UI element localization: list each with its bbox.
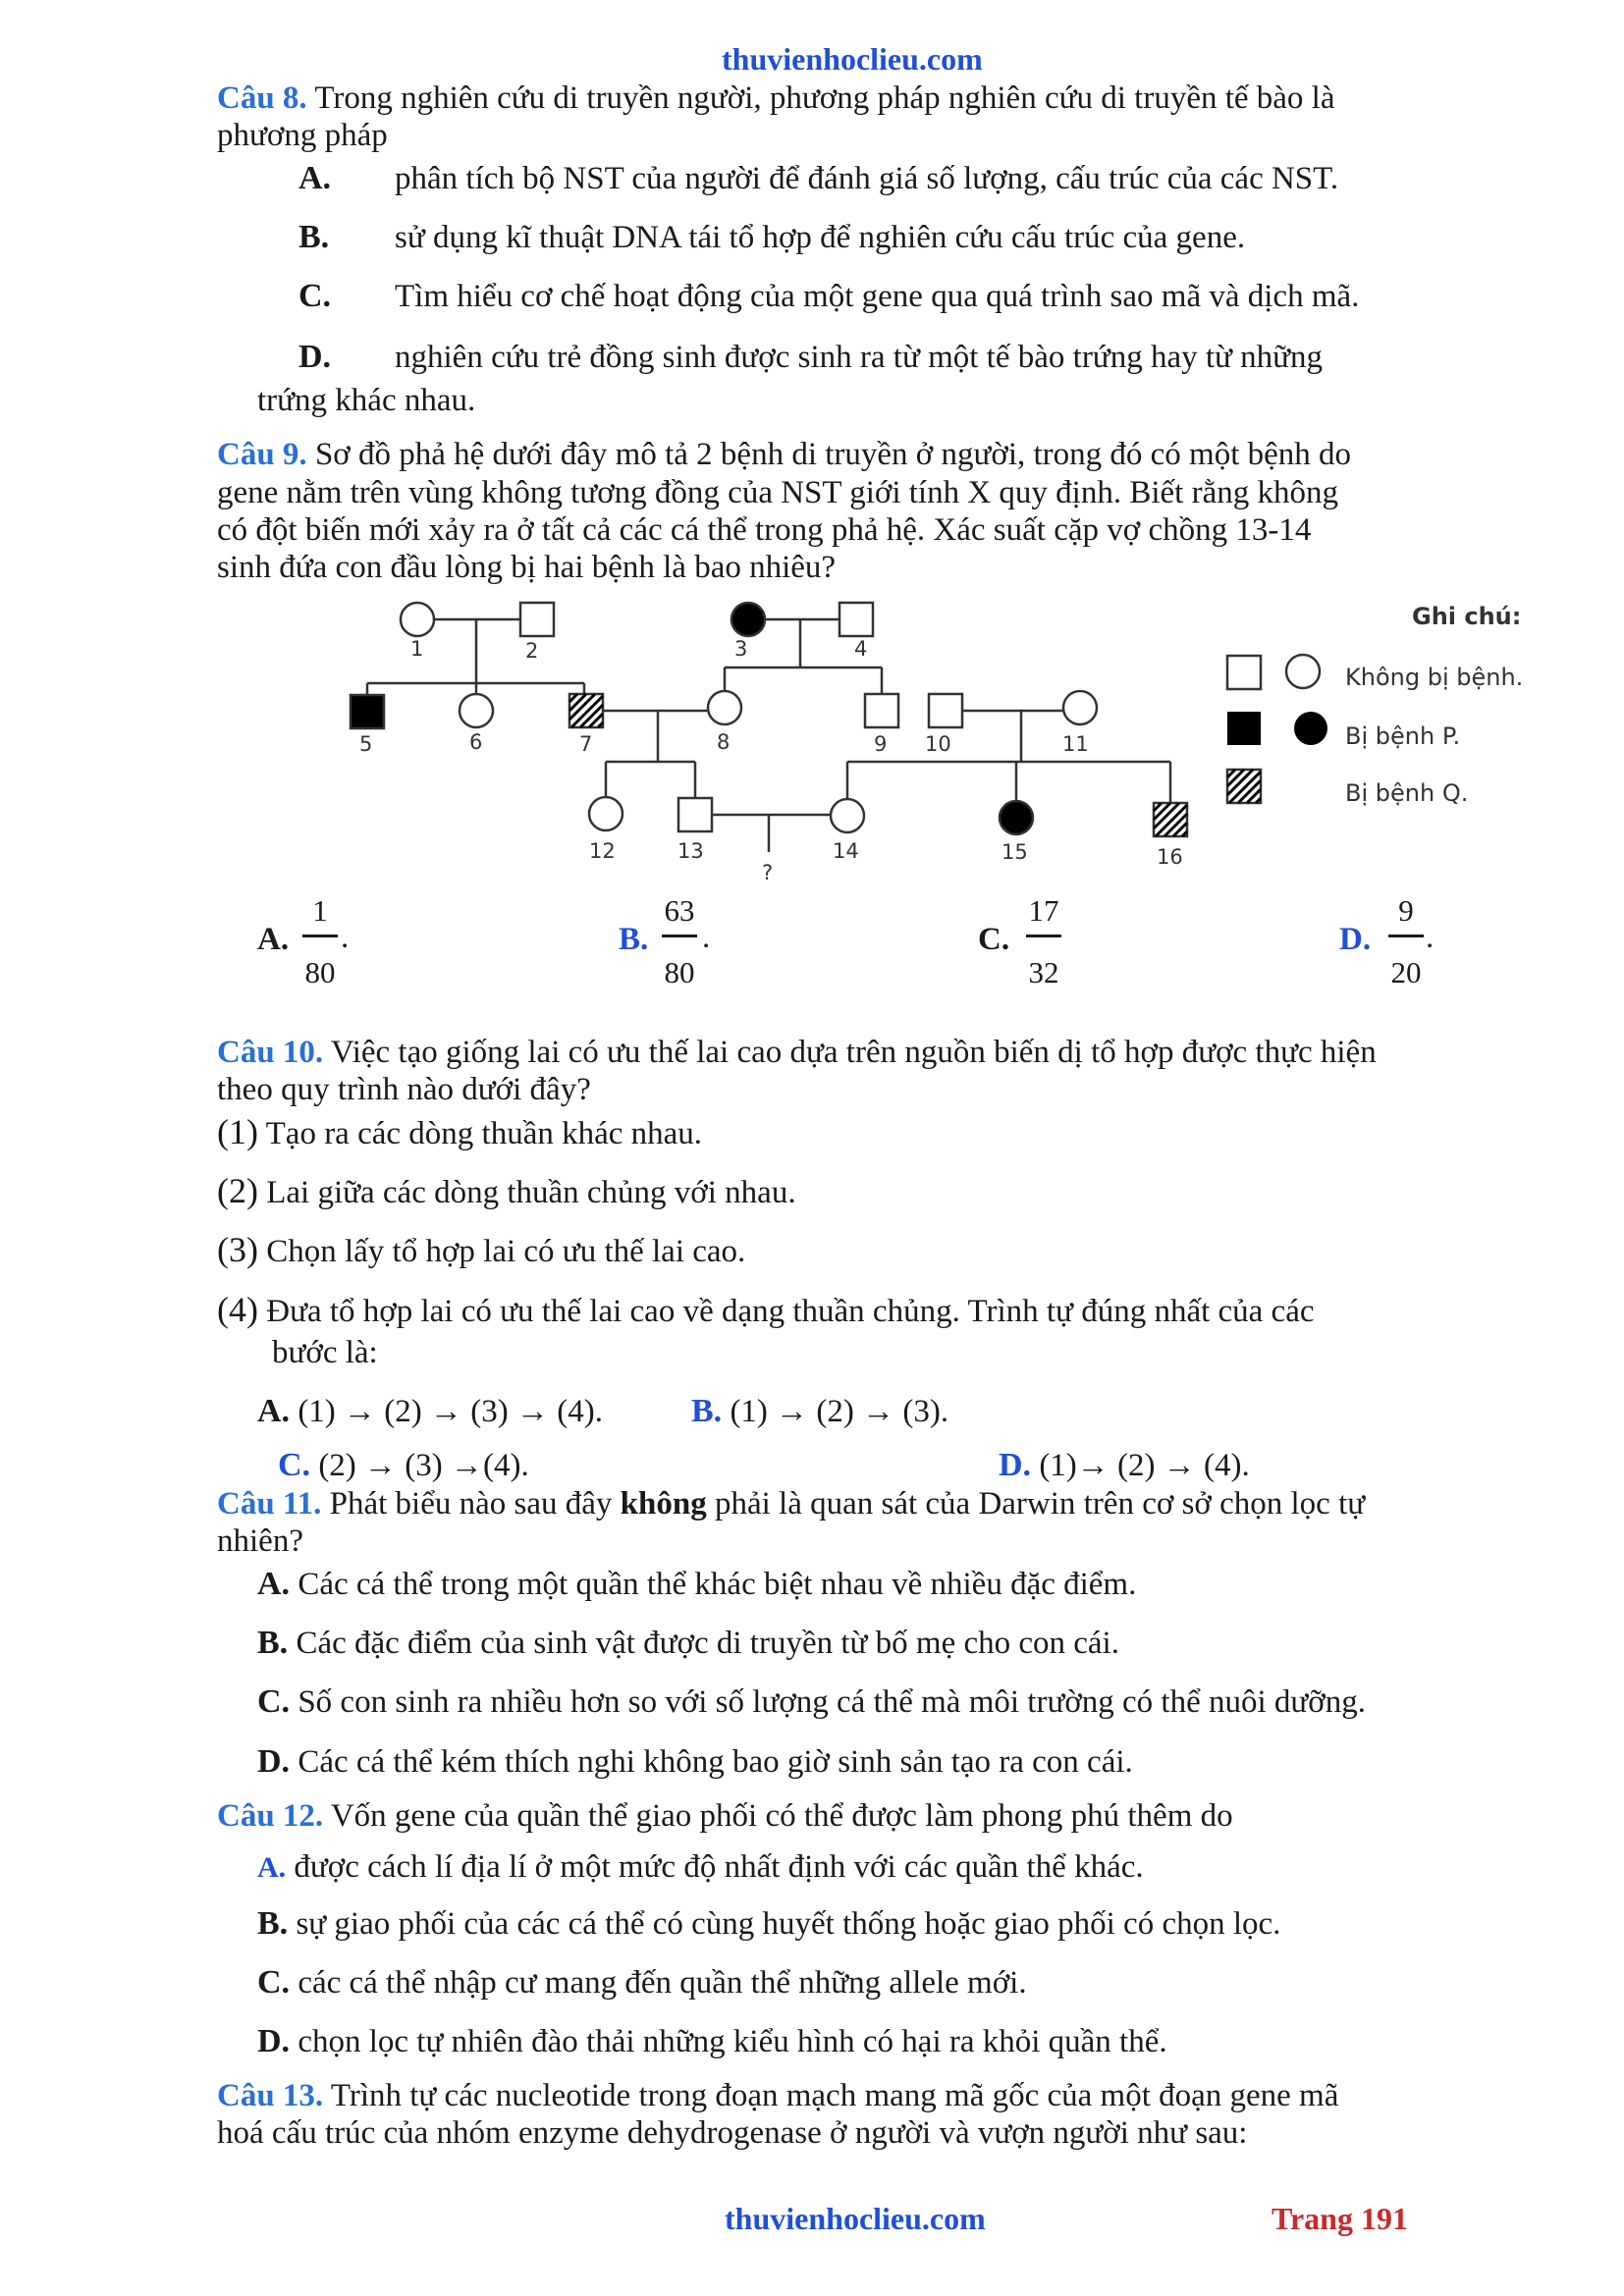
- option-text: Các đặc điểm của sinh vật được di truyền từ bố mẹ cho con cái.: [296, 1626, 1119, 1661]
- fraction-numerator: 63: [664, 893, 695, 928]
- q11-option-a: [257, 1565, 1136, 1604]
- legend-unaffected-text: Không bị bệnh.: [1345, 664, 1524, 691]
- individual-15: [1000, 801, 1033, 834]
- option-letter: C.: [298, 278, 332, 314]
- label-5: 5: [359, 732, 373, 756]
- fraction-numerator: 9: [1398, 893, 1414, 928]
- q9-option-d-letter: D.: [1339, 922, 1372, 957]
- option-letter: B.: [298, 219, 330, 255]
- option-text: (1) → (2) → (3) → (4).: [298, 1394, 603, 1429]
- pedigree-diagram: [324, 587, 1551, 901]
- q11-stem-line1: [217, 1484, 1365, 1523]
- fraction-bar: [1388, 934, 1424, 937]
- q9-option-b-dot: .: [702, 920, 711, 955]
- step-number: (1): [217, 1112, 258, 1151]
- label-3: 3: [734, 637, 748, 661]
- legend-male-unaffected: [1227, 656, 1261, 689]
- option-letter: A.: [257, 1566, 291, 1602]
- q10-label: Câu 10.: [217, 1035, 324, 1070]
- step-number: (3): [217, 1230, 258, 1269]
- option-letter: D.: [999, 1447, 1032, 1483]
- label-6: 6: [469, 730, 483, 754]
- option-text: Các cá thể trong một quần thể khác biệt nhau về nhiều đặc điểm.: [298, 1567, 1137, 1602]
- label-unknown-child: ?: [762, 861, 774, 884]
- option-text: Các cá thể kém thích nghi không bao giờ sinh sản tạo ra con cái.: [298, 1744, 1133, 1780]
- option-letter: D.: [257, 2023, 291, 2059]
- q10-step-4: [217, 1290, 1315, 1331]
- q8-stem-line2: phương pháp: [217, 118, 388, 153]
- option-letter: B.: [691, 1393, 723, 1429]
- option-letter: B.: [257, 1905, 289, 1942]
- fraction-bar: [302, 934, 338, 937]
- label-13: 13: [677, 839, 704, 863]
- legend-female-p: [1294, 712, 1327, 745]
- q8-stem-text: Trong nghiên cứu di truyền người, phương pháp nghiên cứu di truyền tế bào là: [314, 80, 1335, 116]
- pedigree-legend: [1227, 603, 1523, 807]
- label-14: 14: [833, 839, 859, 863]
- option-text: (1)→ (2) → (4).: [1039, 1448, 1250, 1483]
- q10-stem-text: Việc tạo giống lai có ưu thế lai cao dựa trên nguồn biến dị tổ hợp được thực hiện: [330, 1035, 1377, 1070]
- option-text: chọn lọc tự nhiên đào thải những kiểu hình có hại ra khỏi quần thể.: [298, 2024, 1167, 2059]
- step-text: Tạo ra các dòng thuần khác nhau.: [265, 1116, 703, 1151]
- footer-site[interactable]: thuvienhoclieu.com: [725, 2201, 986, 2236]
- individual-8: [708, 691, 741, 724]
- label-8: 8: [717, 730, 731, 754]
- q13-stem-line1: [217, 2076, 1338, 2115]
- q9-stem-line3: có đột biến mới xảy ra ở tất cả các cá thể trong phả hệ. Xác suất cặp vợ chồng 13-14: [217, 512, 1312, 548]
- individual-13: [678, 798, 712, 831]
- q9-option-d-fraction: [1386, 893, 1426, 990]
- option-letter: A.: [257, 1851, 287, 1884]
- option-letter: C.: [278, 1447, 311, 1483]
- option-letter: D.: [298, 339, 332, 375]
- legend-female-unaffected: [1286, 655, 1320, 688]
- q9-option-d-dot: .: [1426, 920, 1435, 955]
- q12-stem: [217, 1796, 1233, 1836]
- option-letter: C.: [257, 1683, 291, 1720]
- q12-stem-text: Vốn gene của quần thể giao phối có thể được làm phong phú thêm do: [330, 1798, 1233, 1834]
- q8-option-b: [298, 218, 1246, 257]
- q12-option-b: [257, 1904, 1280, 1944]
- q8-option-c: [298, 277, 1360, 316]
- fraction-denominator: 80: [304, 955, 336, 989]
- fraction-denominator: 80: [664, 955, 695, 989]
- option-text: (2) → (3) →(4).: [318, 1448, 529, 1483]
- q10-option-a: [257, 1392, 603, 1431]
- fraction-numerator: 17: [1028, 893, 1059, 928]
- q11-label: Câu 11.: [217, 1486, 322, 1522]
- q9-option-a-dot: .: [341, 920, 350, 955]
- fraction-bar: [662, 934, 697, 937]
- label-7: 7: [579, 732, 593, 756]
- fraction-denominator: 20: [1390, 955, 1422, 989]
- q11-option-d: [257, 1742, 1133, 1782]
- step-number: (2): [217, 1171, 258, 1210]
- legend-male-p: [1227, 712, 1261, 745]
- q11-stem-line2: nhiên?: [217, 1523, 303, 1559]
- option-text: các cá thể nhập cư mang đến quần thể những allele mới.: [298, 1965, 1027, 2001]
- individual-11: [1063, 691, 1097, 724]
- option-text: được cách lí địa lí ở một mức độ nhất định với các quần thể khác.: [294, 1849, 1144, 1885]
- label-10: 10: [925, 732, 951, 756]
- label-9: 9: [874, 732, 888, 756]
- q13-stem-text: Trình tự các nucleotide trong đoạn mạch mang mã gốc của một đoạn gene mã: [330, 2078, 1339, 2113]
- option-text: sử dụng kĩ thuật DNA tái tổ hợp để nghiên cứu cấu trúc của gene.: [395, 220, 1246, 255]
- q9-stem-text: Sơ đồ phả hệ dưới đây mô tả 2 bệnh di truyền ở người, trong đó có một bệnh do: [314, 437, 1352, 472]
- q11-option-b: [257, 1624, 1119, 1663]
- step-text: Lai giữa các dòng thuần chủng với nhau.: [266, 1175, 796, 1210]
- label-15: 15: [1001, 840, 1028, 864]
- legend-p-text: Bị bệnh P.: [1345, 722, 1461, 750]
- q9-stem-line1: [217, 435, 1351, 474]
- q9-option-b-letter: B.: [619, 922, 649, 957]
- label-16: 16: [1157, 845, 1183, 869]
- q10-stem-line2: theo quy trình nào dưới đây?: [217, 1072, 591, 1107]
- option-letter: B.: [257, 1625, 289, 1661]
- option-text: phân tích bộ NST của người để đánh giá số lượng, cấu trúc của các NST.: [395, 161, 1339, 196]
- step-text: Chọn lấy tổ hợp lai có ưu thế lai cao.: [266, 1234, 746, 1269]
- q8-option-d: [298, 338, 1324, 377]
- header-site[interactable]: thuvienhoclieu.com: [722, 41, 983, 77]
- q12-option-a: [257, 1847, 1144, 1888]
- label-12: 12: [589, 839, 616, 863]
- label-2: 2: [525, 639, 539, 663]
- label-11: 11: [1062, 732, 1089, 756]
- q12-option-d: [257, 2022, 1167, 2061]
- q12-label: Câu 12.: [217, 1798, 324, 1834]
- q8-label: Câu 8.: [217, 80, 307, 116]
- option-text: sự giao phối của các cá thể có cùng huyết thống hoặc giao phối có chọn lọc.: [296, 1906, 1281, 1942]
- legend-q-text: Bị bệnh Q.: [1345, 779, 1469, 807]
- fraction-numerator: 1: [312, 893, 328, 928]
- option-letter: A.: [298, 160, 332, 196]
- individual-2: [520, 603, 554, 636]
- individual-12: [589, 797, 623, 830]
- individual-5: [351, 695, 384, 728]
- q11-stem-pre: Phát biểu nào sau đây: [329, 1486, 613, 1522]
- q11-stem-emphasis: không: [620, 1486, 707, 1522]
- q8-option-d-cont: trứng khác nhau.: [257, 383, 476, 418]
- q11-stem-post: phải là quan sát của Darwin trên cơ sở chọn lọc tự: [714, 1486, 1366, 1522]
- q9-option-c-letter: C.: [978, 922, 1010, 957]
- q10-step-1: [217, 1112, 702, 1153]
- q13-label: Câu 13.: [217, 2078, 324, 2113]
- q9-label: Câu 9.: [217, 437, 307, 472]
- individual-9: [865, 694, 898, 727]
- q10-option-d: [999, 1446, 1250, 1485]
- page-number: Trang 191: [1272, 2201, 1408, 2236]
- label-1: 1: [410, 637, 424, 661]
- q10-stem-line1: [217, 1033, 1377, 1072]
- q10-option-c: [278, 1446, 529, 1485]
- q8-option-a: [298, 159, 1339, 198]
- q9-stem-line4: sinh đứa con đầu lòng bị hai bệnh là bao nhiêu?: [217, 550, 837, 585]
- q9-option-a-fraction: [300, 893, 340, 990]
- q9-stem-line2: gene nằm trên vùng không tương đồng của NST giới tính X quy định. Biết rằng không: [217, 475, 1338, 510]
- label-4: 4: [854, 637, 868, 661]
- legend-title: Ghi chú:: [1412, 603, 1522, 630]
- option-letter: A.: [257, 1393, 291, 1429]
- individual-10: [929, 694, 962, 727]
- individual-1: [401, 603, 434, 636]
- fraction-denominator: 32: [1028, 955, 1059, 989]
- q8-stem-line1: [217, 79, 1335, 118]
- q9-option-c-fraction: [1022, 893, 1065, 990]
- q9-option-a-letter: A.: [257, 922, 290, 957]
- q9-option-b-fraction: [658, 893, 701, 990]
- q12-option-c: [257, 1963, 1027, 2002]
- q10-step-4-cont: bước là:: [272, 1335, 378, 1370]
- step-text: Đưa tổ hợp lai có ưu thế lai cao về dạng thuần chủng. Trình tự đúng nhất của các: [266, 1294, 1315, 1329]
- option-letter: C.: [257, 1964, 291, 2001]
- option-letter: D.: [257, 1743, 291, 1780]
- q11-option-c: [257, 1682, 1366, 1722]
- option-text: Số con sinh ra nhiều hơn so với số lượng cá thể mà môi trường có thể nuôi dưỡng.: [298, 1684, 1367, 1720]
- individual-14: [831, 799, 864, 832]
- option-text: Tìm hiểu cơ chế hoạt động của một gene qua quá trình sao mã và dịch mã.: [395, 279, 1360, 314]
- option-text: nghiên cứu trẻ đồng sinh được sinh ra từ một tế bào trứng hay từ những: [395, 340, 1324, 375]
- q10-step-3: [217, 1230, 745, 1271]
- q10-step-2: [217, 1171, 796, 1212]
- individual-3: [731, 603, 765, 636]
- fraction-bar: [1026, 934, 1061, 937]
- q10-option-b: [691, 1392, 948, 1431]
- individual-4: [839, 603, 873, 636]
- individual-6: [460, 694, 493, 727]
- option-text: (1) → (2) → (3).: [730, 1394, 949, 1429]
- step-number: (4): [217, 1290, 258, 1329]
- q13-stem-line2: hoá cấu trúc của nhóm enzyme dehydrogenase ở người và vượn người như sau:: [217, 2115, 1248, 2151]
